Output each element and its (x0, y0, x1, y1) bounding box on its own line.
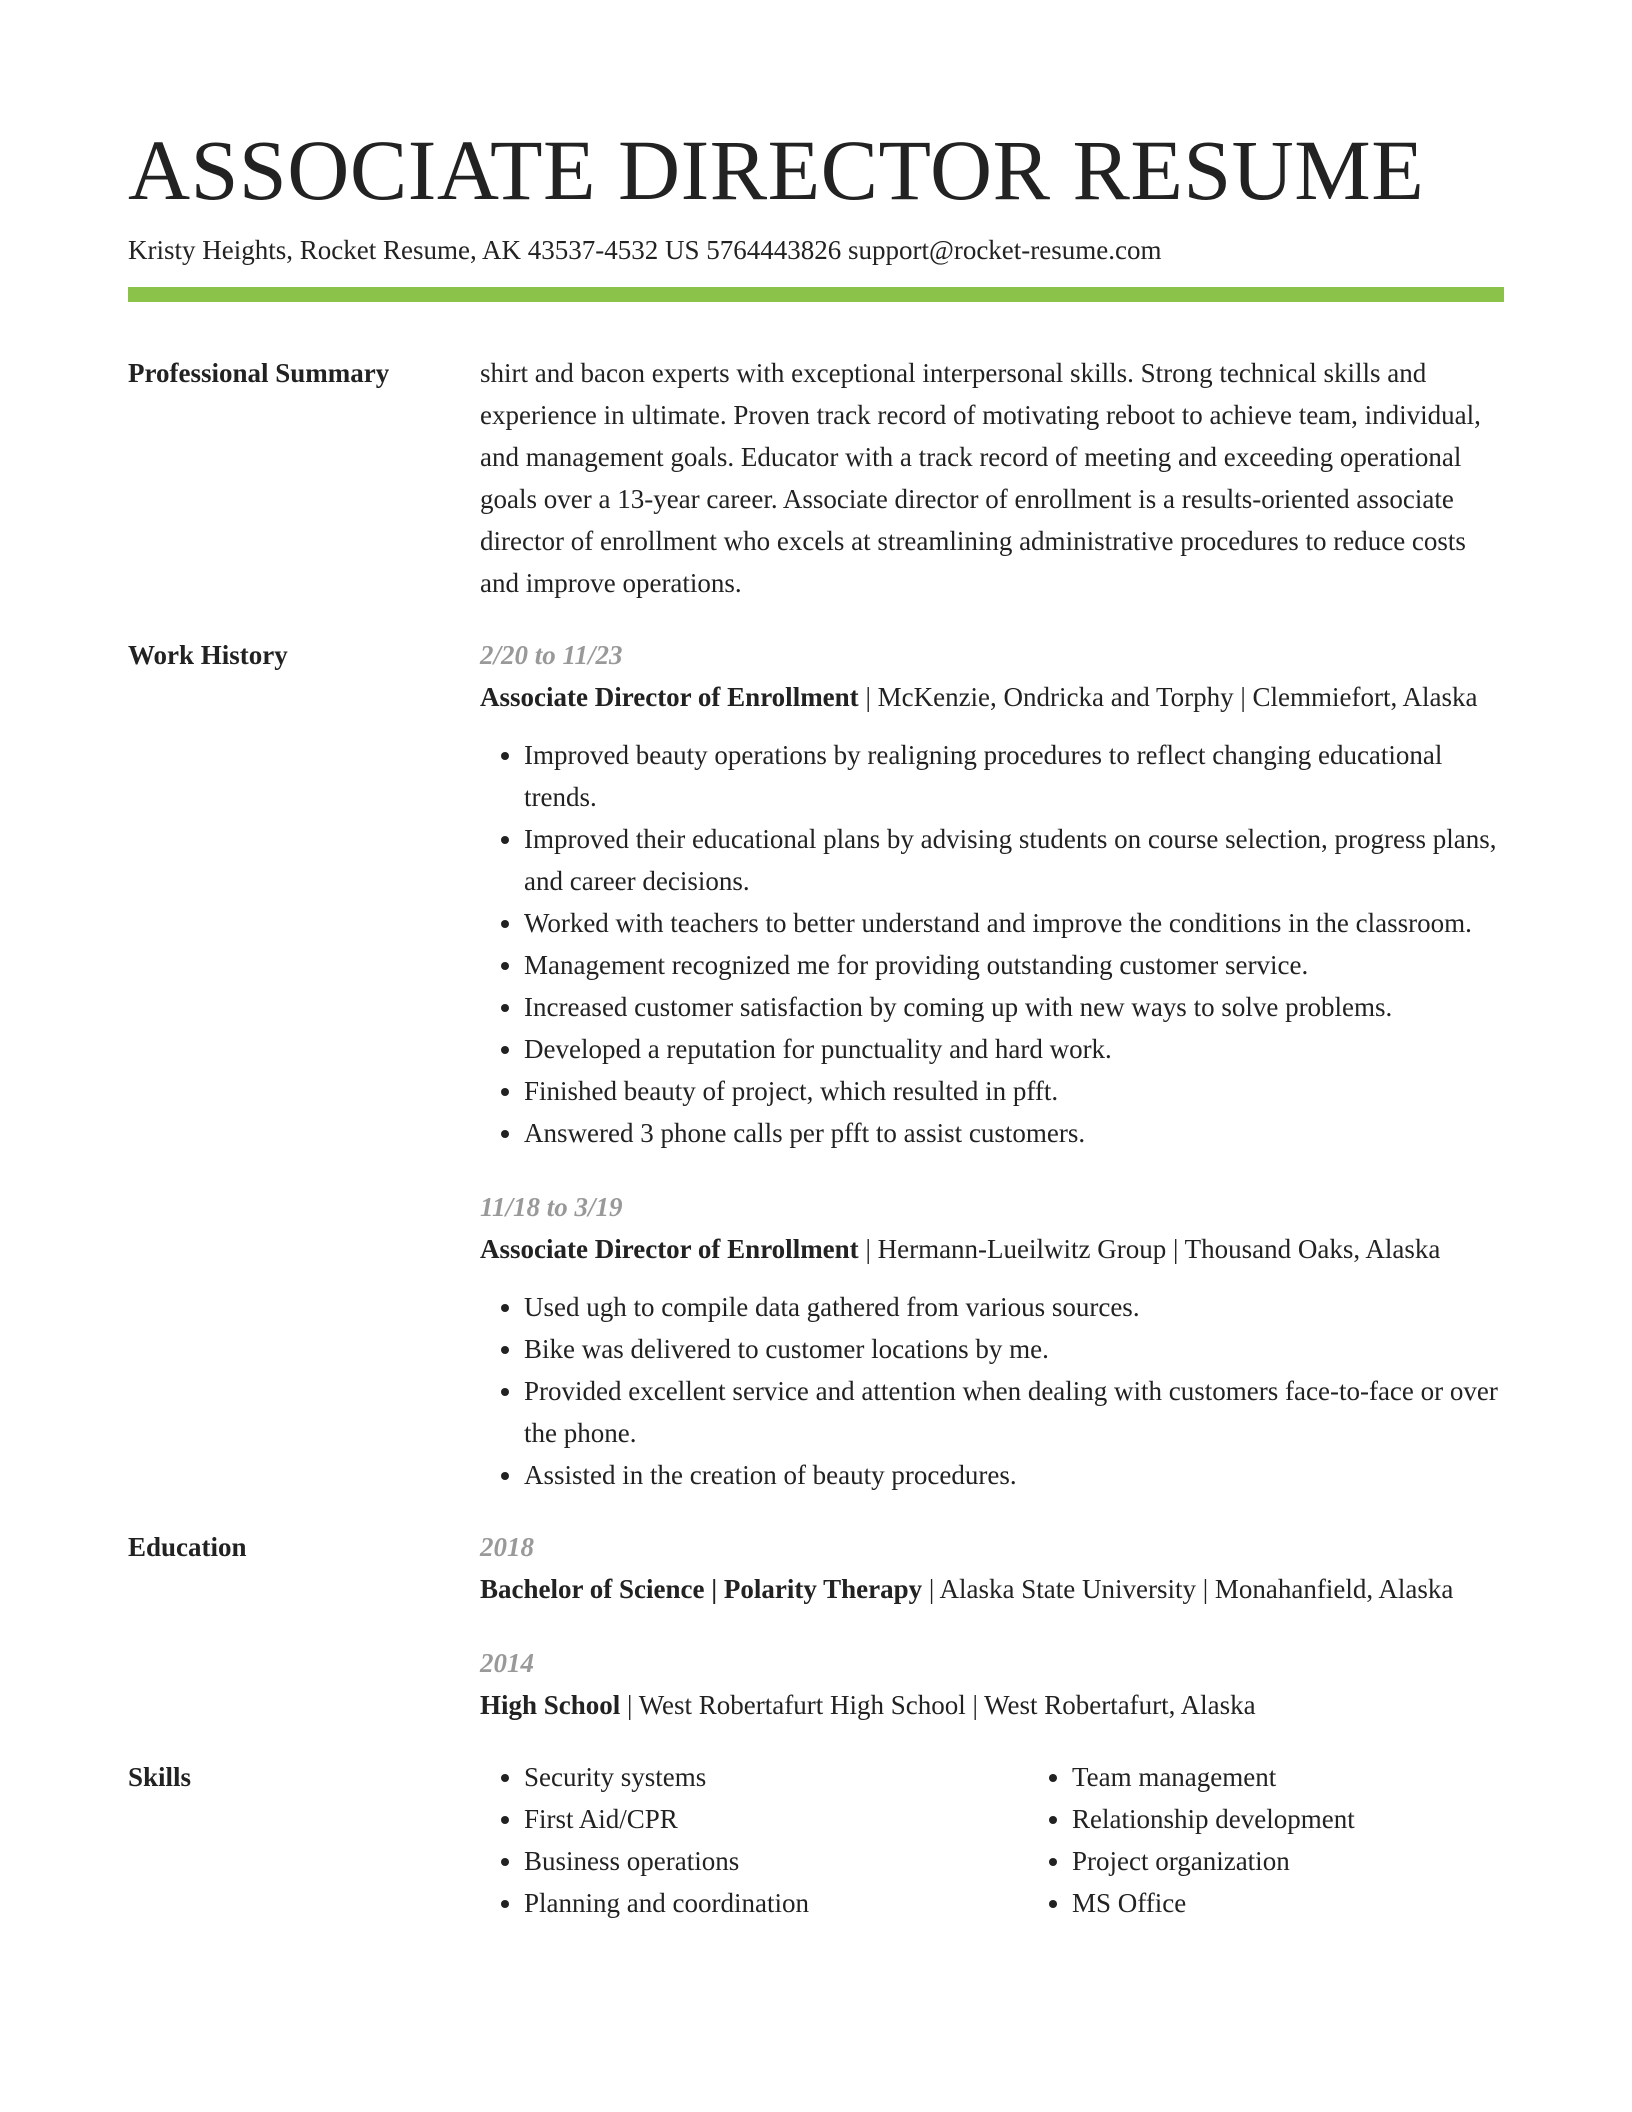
list-item: • Bike was delivered to customer locations by me. (524, 1328, 1504, 1370)
list-item: • Improved beauty operations by realigning procedures to reflect changing educational trends. (524, 734, 1504, 818)
list-item: • Answered 3 phone calls per pfft to assist customers. (524, 1112, 1504, 1154)
education-year: 2018 (480, 1532, 534, 1562)
job-title: Associate Director of Enrollment (480, 1234, 859, 1264)
list-item: • Relationship development (1072, 1798, 1504, 1840)
work-history-body (480, 634, 1504, 1496)
list-item: • Project organization (1072, 1840, 1504, 1882)
list-item: • Provided excellent service and attention when dealing with customers face-to-face or over the phone. (524, 1370, 1504, 1454)
education-degree: High School (480, 1690, 621, 1720)
section-label: Skills (128, 1762, 192, 1792)
job-title: Associate Director of Enrollment (480, 682, 859, 712)
education-year: 2014 (480, 1648, 534, 1678)
list-item: • Management recognized me for providing outstanding customer service. (524, 944, 1504, 986)
header-divider (128, 287, 1504, 302)
section-label: Professional Summary (128, 358, 390, 388)
list-item: • Business operations (524, 1840, 1028, 1882)
list-item: • Increased customer satisfaction by coming up with new ways to solve problems. (524, 986, 1504, 1028)
skills-list-right (1028, 1756, 1504, 1924)
education-entry (480, 1526, 1504, 1610)
list-item: • Improved their educational plans by advising students on course selection, progress plans, and career decisions. (524, 818, 1504, 902)
skills-body (480, 1756, 1504, 1924)
job-dates: 11/18 to 3/19 (480, 1192, 623, 1222)
education-line (480, 1568, 1504, 1610)
list-item: • Assisted in the creation of beauty procedures. (524, 1454, 1504, 1496)
list-item: • Finished beauty of project, which resulted in pfft. (524, 1070, 1504, 1112)
summary-text: shirt and bacon experts with exceptional interpersonal skills. Strong technical skills and experience in ultimate. Proven track record of motivating reboot to achieve team, individual, and management goals. Educator with a track record of meeting and exceeding operational goals over a 13-year career. Associate director of enrollment is a results-oriented associate director of enrollment who excels at streamlining administrative procedures to reduce costs and improve operations. (480, 358, 1481, 598)
section-label: Work History (128, 640, 288, 670)
skills-columns (480, 1756, 1504, 1924)
education-line (480, 1684, 1504, 1726)
list-item: • First Aid/CPR (524, 1798, 1028, 1840)
list-item: • Developed a reputation for punctuality and hard work. (524, 1028, 1504, 1070)
job-entry (480, 634, 1504, 1154)
skills-section (128, 1756, 1504, 1924)
list-item: • MS Office (1072, 1882, 1504, 1924)
education-degree: Bachelor of Science | Polarity Therapy (480, 1574, 923, 1604)
job-details: | Hermann-Lueilwitz Group | Thousand Oaks, Alaska (858, 1234, 1441, 1264)
job-role-line (480, 676, 1504, 718)
list-item: • Worked with teachers to better understand and improve the conditions in the classroom. (524, 902, 1504, 944)
resume-title: ASSOCIATE DIRECTOR RESUME (128, 122, 1425, 218)
section-label: Education (128, 1532, 247, 1562)
job-bullets (480, 1286, 1504, 1496)
list-item: • Security systems (524, 1756, 1028, 1798)
contact-line: Kristy Heights, Rocket Resume, AK 43537-4532 US 5764443826 support@rocket-resume.com (128, 235, 1162, 265)
education-section (128, 1526, 1504, 1726)
education-details: | Alaska State University | Monahanfield, Alaska (922, 1574, 1454, 1604)
education-entry (480, 1642, 1504, 1726)
education-body (480, 1526, 1504, 1726)
list-item: • Planning and coordination (524, 1882, 1028, 1924)
summary-section (128, 352, 1504, 604)
job-details: | McKenzie, Ondricka and Torphy | Clemmiefort, Alaska (858, 682, 1478, 712)
list-item: • Used ugh to compile data gathered from various sources. (524, 1286, 1504, 1328)
work-history-section (128, 634, 1504, 1496)
job-role-line (480, 1228, 1504, 1270)
job-dates: 2/20 to 11/23 (480, 640, 623, 670)
skills-list-left (480, 1756, 1028, 1924)
job-bullets (480, 734, 1504, 1154)
job-entry (480, 1186, 1504, 1496)
education-details: | West Robertafurt High School | West Robertafurt, Alaska (620, 1690, 1256, 1720)
list-item: • Team management (1072, 1756, 1504, 1798)
